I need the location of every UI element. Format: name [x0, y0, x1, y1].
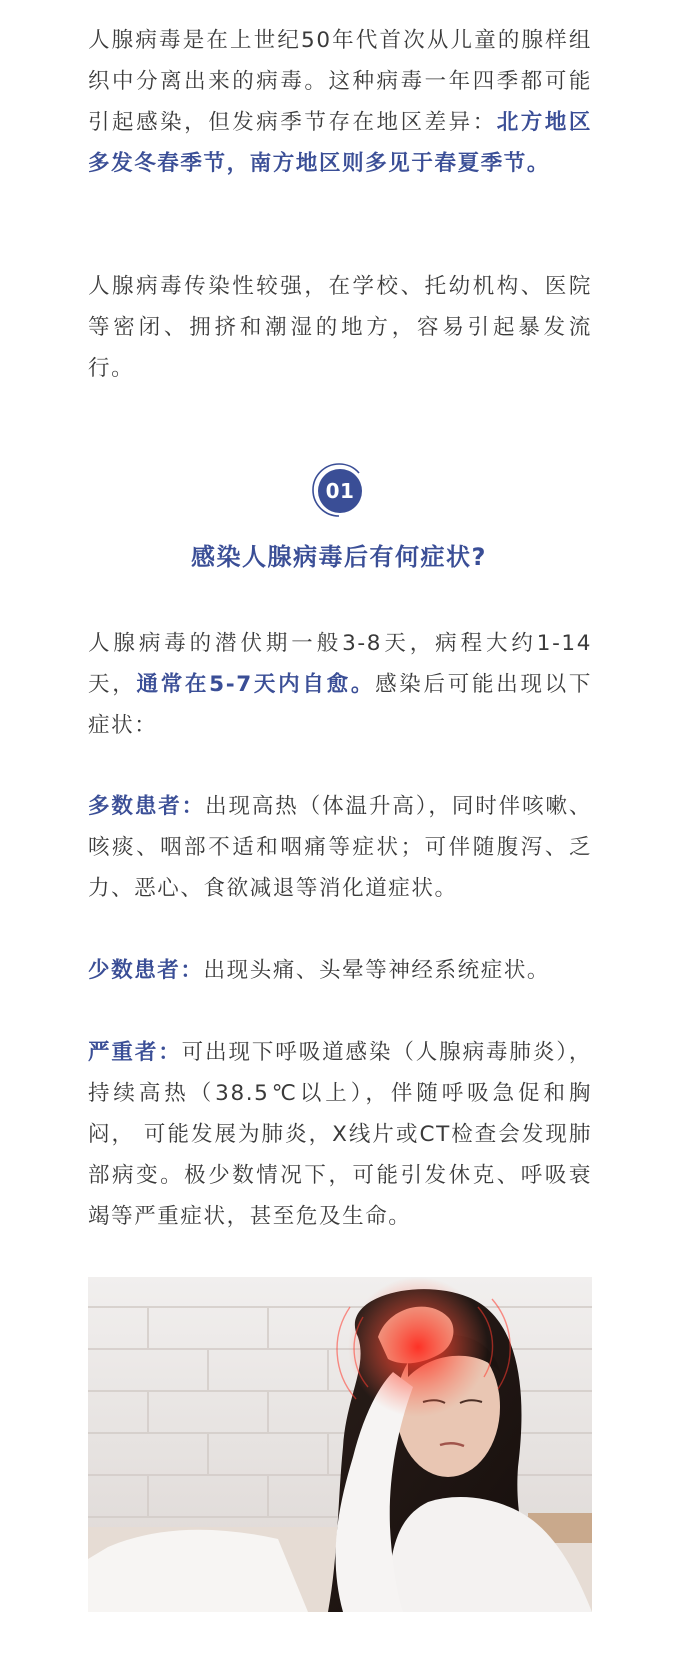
severe-paragraph [88, 1032, 592, 1237]
incubation-text: 人腺病毒的潜伏期一般3-8天，病程大约1-14天， [88, 631, 592, 697]
minority-text: 出现头痛、头晕等神经系统症状。 [203, 958, 551, 983]
self-heal-highlight: 通常在5-7天内自愈。 [136, 672, 376, 697]
incubation-paragraph [88, 623, 592, 746]
minority-paragraph [88, 950, 592, 991]
section-number: 01 [318, 469, 362, 513]
section-number-badge [311, 462, 367, 518]
majority-text: 出现高热（体温升高），同时伴咳嗽、咳痰、咽部不适和咽痛等症状；可伴随腹泻、乏力、恶心、食欲减退等消化道症状。 [88, 794, 592, 901]
intro-text: 人腺病毒是在上世纪50年代首次从儿童的腺样组织中分离出来的病毒。这种病毒一年四季都可能引起感染，但发病季节存在地区差异： [88, 28, 592, 135]
incubation-text-tail: 感染后可能出现以下症状： [88, 672, 593, 738]
severe-label: 严重者： [88, 1040, 182, 1065]
severe-text: 可出现下呼吸道感染（人腺病毒肺炎），持续高热（38.5℃以上），伴随呼吸急促和胸闷， 可能发展为肺炎，X线片或CT检查会发现肺部病变。极少数情况下，可能引发休克、呼吸衰竭等严重症状，甚至危及生命。 [88, 1040, 592, 1229]
majority-label: 多数患者： [88, 794, 206, 819]
season-highlight: 北方地区多发冬春季节，南方地区则多见于春夏季节。 [88, 110, 592, 176]
headache-illustration [88, 1277, 592, 1612]
headache-photo [88, 1277, 592, 1612]
minority-label: 少数患者： [88, 958, 204, 983]
intro-paragraph-1 [88, 20, 592, 184]
majority-paragraph [88, 786, 592, 909]
section-title: 感染人腺病毒后有何症状? [191, 543, 487, 571]
intro-paragraph-2: 人腺病毒传染性较强，在学校、托幼机构、医院等密闭、拥挤和潮湿的地方，容易引起暴发流行。 [88, 274, 592, 381]
